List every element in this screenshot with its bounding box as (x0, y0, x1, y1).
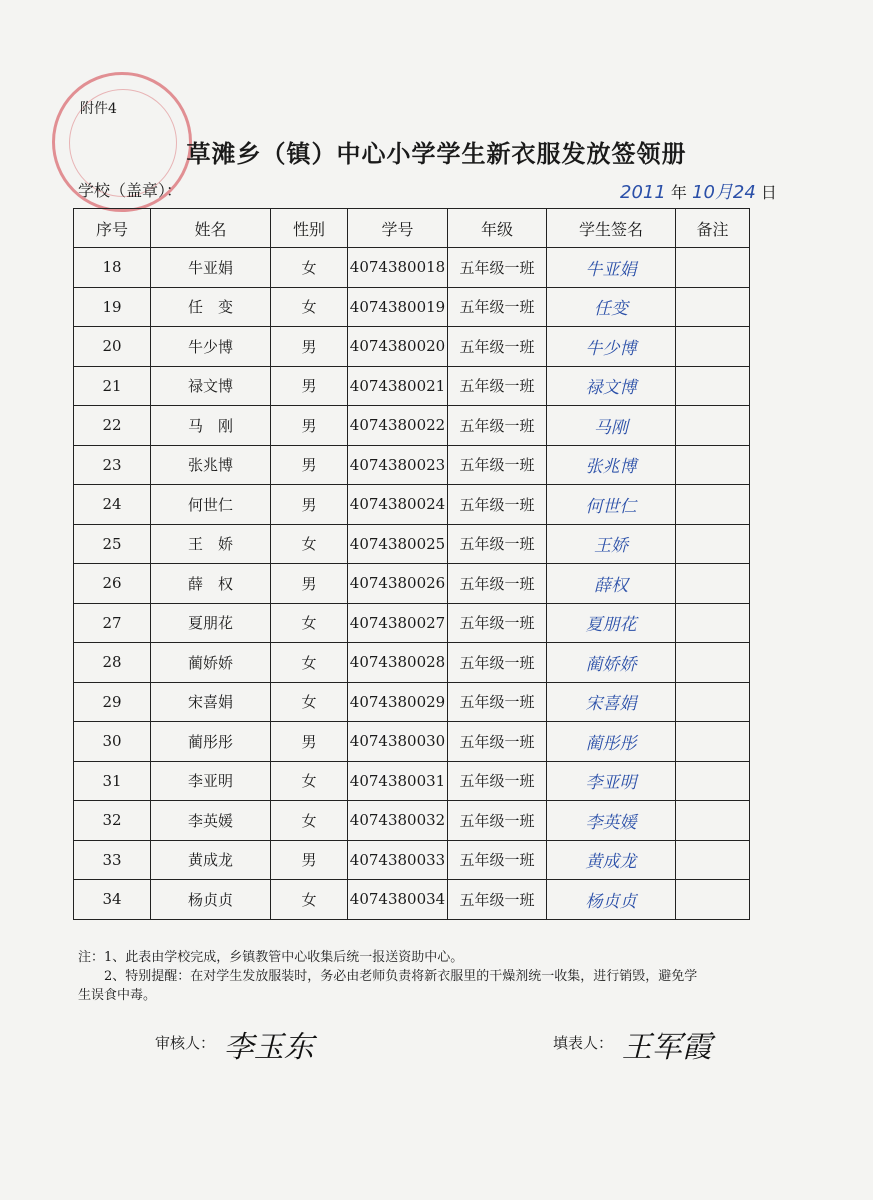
cell-signature: 蔺彤彤 (547, 722, 676, 762)
cell-remark (676, 406, 750, 446)
cell-number: 34 (74, 880, 151, 920)
cell-number: 30 (74, 722, 151, 762)
cell-remark (676, 722, 750, 762)
cell-gender: 男 (271, 564, 348, 604)
cell-name: 牛亚娟 (151, 248, 271, 288)
cell-student-id: 4074380033 (348, 840, 448, 880)
table-body (74, 248, 750, 920)
note-line-2: 2、特别提醒：在对学生发放服装时，务必由老师负责将新衣服里的干燥剂统一收集，进行销毁，避免学 (78, 969, 698, 984)
cell-remark (676, 287, 750, 327)
column-header: 学号 (348, 209, 448, 248)
cell-remark (676, 880, 750, 920)
table-row (74, 248, 750, 288)
table-row (74, 445, 750, 485)
cell-gender: 女 (271, 761, 348, 801)
cell-number: 25 (74, 524, 151, 564)
cell-signature: 禄文博 (547, 366, 676, 406)
cell-gender: 男 (271, 722, 348, 762)
attachment-label: 附件4 (80, 101, 117, 117)
cell-student-id: 4074380024 (348, 485, 448, 525)
cell-number: 29 (74, 682, 151, 722)
cell-gender: 男 (271, 485, 348, 525)
cell-student-id: 4074380032 (348, 801, 448, 841)
cell-student-id: 4074380019 (348, 287, 448, 327)
cell-grade: 五年级一班 (448, 406, 547, 446)
cell-gender: 女 (271, 643, 348, 683)
cell-grade: 五年级一班 (448, 682, 547, 722)
cell-name: 牛少博 (151, 327, 271, 367)
cell-student-id: 4074380025 (348, 524, 448, 564)
filler-signature: 王军霞 (621, 1030, 712, 1065)
table-row (74, 603, 750, 643)
table-row (74, 327, 750, 367)
cell-gender: 女 (271, 801, 348, 841)
cell-student-id: 4074380026 (348, 564, 448, 604)
reviewer-block (155, 1022, 314, 1066)
cell-name: 杨贞贞 (151, 880, 271, 920)
cell-student-id: 4074380034 (348, 880, 448, 920)
column-header: 姓名 (151, 209, 271, 248)
cell-gender: 男 (271, 366, 348, 406)
cell-student-id: 4074380031 (348, 761, 448, 801)
cell-gender: 男 (271, 840, 348, 880)
cell-student-id: 4074380023 (348, 445, 448, 485)
cell-name: 张兆博 (151, 445, 271, 485)
cell-signature: 马刚 (547, 406, 676, 446)
cell-number: 31 (74, 761, 151, 801)
cell-remark (676, 366, 750, 406)
cell-signature: 王娇 (547, 524, 676, 564)
cell-signature: 李亚明 (547, 761, 676, 801)
cell-grade: 五年级一班 (448, 287, 547, 327)
table-row (74, 524, 750, 564)
cell-grade: 五年级一班 (448, 564, 547, 604)
cell-gender: 女 (271, 524, 348, 564)
cell-remark (676, 840, 750, 880)
cell-gender: 女 (271, 603, 348, 643)
cell-grade: 五年级一班 (448, 643, 547, 683)
cell-grade: 五年级一班 (448, 524, 547, 564)
cell-number: 22 (74, 406, 151, 446)
cell-number: 19 (74, 287, 151, 327)
cell-number: 18 (74, 248, 151, 288)
cell-student-id: 4074380021 (348, 366, 448, 406)
cell-name: 李亚明 (151, 761, 271, 801)
cell-remark (676, 327, 750, 367)
table-header-row (74, 209, 750, 248)
cell-number: 32 (74, 801, 151, 841)
cell-student-id: 4074380018 (348, 248, 448, 288)
column-header: 年级 (448, 209, 547, 248)
cell-signature: 张兆博 (547, 445, 676, 485)
cell-grade: 五年级一班 (448, 840, 547, 880)
cell-signature: 黄成龙 (547, 840, 676, 880)
date-year-char: 年 (670, 183, 687, 202)
date-year-handwritten: 2011 (620, 182, 666, 203)
date-day-char: 日 (760, 183, 777, 202)
table-row (74, 761, 750, 801)
cell-student-id: 4074380029 (348, 682, 448, 722)
cell-name: 何世仁 (151, 485, 271, 525)
cell-student-id: 4074380020 (348, 327, 448, 367)
cell-grade: 五年级一班 (448, 761, 547, 801)
cell-name: 宋喜娟 (151, 682, 271, 722)
cell-grade: 五年级一班 (448, 722, 547, 762)
cell-name: 马 刚 (151, 406, 271, 446)
cell-signature: 蔺娇娇 (547, 643, 676, 683)
cell-number: 33 (74, 840, 151, 880)
reviewer-signature: 李玉东 (223, 1030, 314, 1065)
cell-name: 薛 权 (151, 564, 271, 604)
notes-section (78, 948, 768, 1005)
reviewer-label: 审核人： (155, 1034, 216, 1052)
cell-remark (676, 564, 750, 604)
table-row (74, 801, 750, 841)
cell-number: 23 (74, 445, 151, 485)
cell-number: 24 (74, 485, 151, 525)
cell-remark (676, 801, 750, 841)
document-title: 草滩乡（镇）中心小学学生新衣服发放签领册 (186, 140, 687, 168)
table-row (74, 485, 750, 525)
date-line (620, 178, 777, 204)
table-row (74, 880, 750, 920)
cell-student-id: 4074380028 (348, 643, 448, 683)
cell-number: 21 (74, 366, 151, 406)
table-row (74, 840, 750, 880)
cell-student-id: 4074380027 (348, 603, 448, 643)
cell-student-id: 4074380022 (348, 406, 448, 446)
table-row (74, 564, 750, 604)
cell-gender: 女 (271, 287, 348, 327)
cell-number: 27 (74, 603, 151, 643)
cell-grade: 五年级一班 (448, 801, 547, 841)
cell-name: 王 娇 (151, 524, 271, 564)
cell-signature: 夏朋花 (547, 603, 676, 643)
cell-number: 20 (74, 327, 151, 367)
cell-remark (676, 485, 750, 525)
filler-block (553, 1022, 712, 1066)
filler-label: 填表人： (553, 1034, 614, 1052)
cell-remark (676, 603, 750, 643)
cell-gender: 男 (271, 406, 348, 446)
cell-name: 蔺彤彤 (151, 722, 271, 762)
cell-name: 禄文博 (151, 366, 271, 406)
cell-grade: 五年级一班 (448, 248, 547, 288)
cell-signature: 李英媛 (547, 801, 676, 841)
cell-name: 蔺娇娇 (151, 643, 271, 683)
table-row (74, 643, 750, 683)
school-seal-label: 学校（盖章）： (78, 181, 183, 200)
table-row (74, 722, 750, 762)
cell-grade: 五年级一班 (448, 366, 547, 406)
cell-remark (676, 524, 750, 564)
cell-signature: 何世仁 (547, 485, 676, 525)
cell-signature: 任变 (547, 287, 676, 327)
cell-remark (676, 761, 750, 801)
cell-number: 28 (74, 643, 151, 683)
cell-gender: 男 (271, 327, 348, 367)
table-row (74, 406, 750, 446)
cell-remark (676, 248, 750, 288)
cell-signature: 薛权 (547, 564, 676, 604)
column-header: 序号 (74, 209, 151, 248)
cell-grade: 五年级一班 (448, 327, 547, 367)
cell-student-id: 4074380030 (348, 722, 448, 762)
cell-name: 任 变 (151, 287, 271, 327)
cell-remark (676, 682, 750, 722)
table-row (74, 366, 750, 406)
date-month-day-handwritten: 10月24 (692, 182, 756, 203)
cell-remark (676, 445, 750, 485)
note-line-3: 生误食中毒。 (78, 988, 157, 1003)
table-row (74, 287, 750, 327)
cell-remark (676, 643, 750, 683)
cell-gender: 女 (271, 248, 348, 288)
cell-signature: 牛少博 (547, 327, 676, 367)
cell-name: 夏朋花 (151, 603, 271, 643)
cell-signature: 杨贞贞 (547, 880, 676, 920)
cell-gender: 女 (271, 880, 348, 920)
cell-gender: 男 (271, 445, 348, 485)
roster-table (73, 208, 750, 920)
note-line-1: 注：1、此表由学校完成，乡镇教管中心收集后统一报送资助中心。 (78, 950, 464, 965)
cell-name: 李英媛 (151, 801, 271, 841)
column-header: 备注 (676, 209, 750, 248)
table-row (74, 682, 750, 722)
cell-grade: 五年级一班 (448, 445, 547, 485)
column-header: 性别 (271, 209, 348, 248)
cell-grade: 五年级一班 (448, 485, 547, 525)
cell-name: 黄成龙 (151, 840, 271, 880)
cell-grade: 五年级一班 (448, 880, 547, 920)
column-header: 学生签名 (547, 209, 676, 248)
cell-number: 26 (74, 564, 151, 604)
cell-grade: 五年级一班 (448, 603, 547, 643)
cell-signature: 宋喜娟 (547, 682, 676, 722)
cell-gender: 女 (271, 682, 348, 722)
cell-signature: 牛亚娟 (547, 248, 676, 288)
